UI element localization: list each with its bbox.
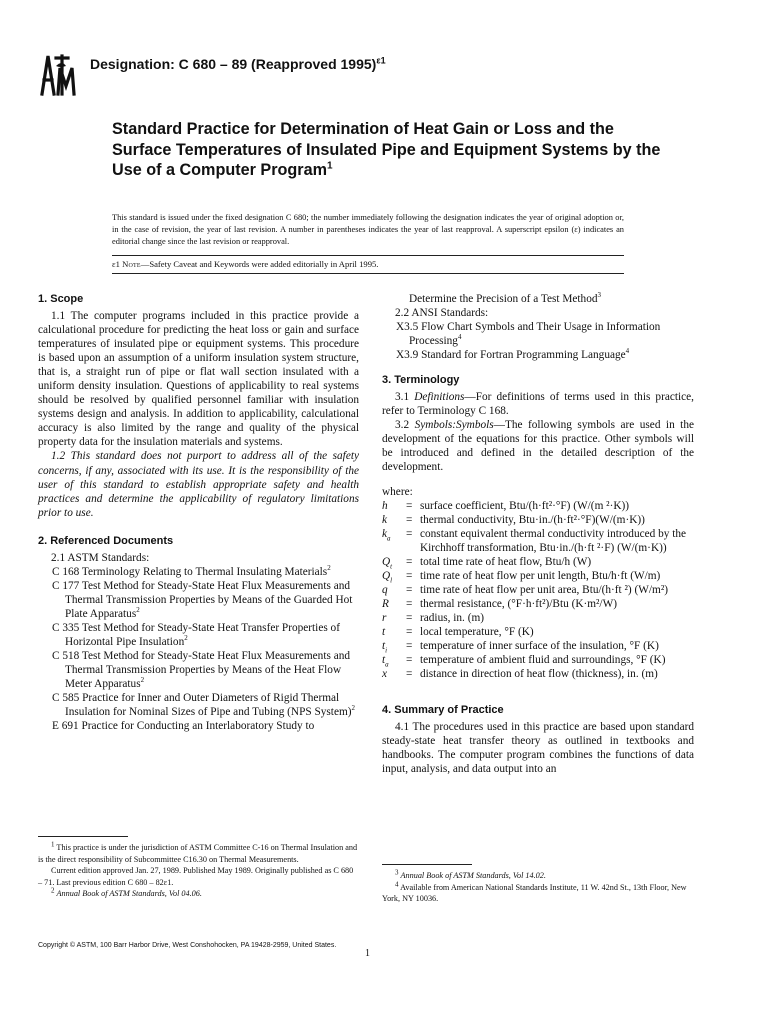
symbol-definition: thermal conductivity, Btu·in./(h·ft²·°F)(W/(m·K)) (420, 513, 645, 526)
section-heading-scope: 1. Scope (38, 293, 84, 305)
reference-item: X3.5 Flow Chart Symbols and Their Usage in Information Processing$^4$ (396, 321, 661, 348)
footnote-1: $^1$ This practice is under the jurisdiction of ASTM Committee C-16 on Thermal Insulation and is the direct responsibility of Subcommittee C16.30 on Thermal Measurements. (38, 840, 358, 864)
section-heading-summary: 4. Summary of Practice (382, 704, 504, 717)
right-column (382, 292, 694, 776)
document-title: Standard Practice for Determination of Heat Gain or Loss and the Surface Temperatures of Insulated Pipe and Equipment Systems by the Use of a Computer Program$^1$ (112, 120, 661, 179)
symbol-row (382, 555, 694, 569)
reference-item: C 585 Practice for Inner and Outer Diameters of Rigid Thermal Insulation for Nominal Sizes of Pipe and Tubing (NPS System)$^2$ (52, 692, 356, 719)
scope-paragraph-2: 1.2 This standard does not purport to address all of the safety concerns, if any, associated with its use. It is the responsibility of the user of this standard to establish appropriate safety and health practices and determine the applicability of regulatory limitations prior to use. (38, 450, 359, 519)
symbol-definition: local temperature, °F (K) (420, 625, 534, 638)
symbol-row (382, 667, 694, 681)
equals-sign: = (406, 625, 413, 638)
equals-sign: = (406, 583, 413, 596)
equals-sign: = (406, 513, 413, 526)
divider (112, 273, 624, 274)
reference-item-continued: Determine the Precision of a Test Method$^3$ (409, 291, 601, 305)
symbol: r (382, 611, 387, 624)
footnotes-left (38, 842, 359, 900)
where-label: where: (382, 485, 413, 498)
section-heading-terminology: 3. Terminology (382, 374, 460, 387)
designation: Designation: C 680 – 89 (Reapproved 1995)$^{\varepsilon 1}$ (90, 55, 386, 72)
footnote-edition: Current edition approved Jan. 27, 1989. Published May 1989. Originally published as C 680 – 71. Last previous edition C 680 – 82ε1. (38, 866, 354, 887)
symbol: $t_a$ (382, 654, 389, 669)
divider (112, 255, 624, 256)
symbol-definition: time rate of heat flow per unit area, Btu/(h·ft ²) (W/m²) (420, 583, 668, 596)
equals-sign: = (406, 499, 413, 512)
symbol-definition: temperature of ambient fluid and surroundings, °F (K) (420, 654, 666, 667)
symbol-definition: temperature of inner surface of the insulation, °F (K) (420, 640, 659, 653)
symbol: q (382, 583, 388, 596)
symbol-definition: thermal resistance, (°F·h·ft²)/Btu (K·m²/W) (420, 597, 618, 610)
equals-sign: = (406, 640, 413, 653)
symbol: x (382, 668, 388, 681)
left-column (38, 292, 359, 733)
symbol-row (382, 583, 694, 597)
symbol: $Q_l$ (382, 569, 393, 585)
symbol: $t_i$ (382, 640, 388, 655)
summary-paragraph-1: 4.1 The procedures used in this practice are based upon standard steady-state heat transfer theory as outlined in textbooks and handbooks. The computer program combines the functions of data input, analysis, and data output into an (382, 721, 694, 776)
symbol-row (382, 653, 694, 667)
issue-statement: This standard is issued under the fixed designation C 680; the number immediately following the designation indicates the year of original adoption or, in the case of revision, the year of last revision. A number in parentheses indicates the year of last reapproval. A superscript epsilon (ε) indicates an editorial change since the last revision or reapproval. (112, 213, 624, 246)
symbol-row (382, 597, 694, 611)
symbol-row (382, 569, 694, 583)
astm-standards-list (38, 565, 359, 734)
symbol: $Q_t$ (382, 555, 393, 570)
reference-item: C 168 Terminology Relating to Thermal Insulating Materials$^2$ (52, 563, 331, 578)
symbol-definition: surface coefficient, Btu/(h·ft²·°F) (W/(m ²·K)) (420, 499, 630, 512)
symbol-row (382, 527, 694, 555)
ansi-standards-label: 2.2 ANSI Standards: (395, 307, 489, 320)
ansi-standards-list (382, 320, 694, 362)
symbol: h (382, 499, 388, 512)
symbol-row (382, 611, 694, 625)
equals-sign: = (406, 668, 413, 681)
scope-paragraph-1: 1.1 The computer programs included in this practice provide a calculational procedure for predicting the heat loss or gain and surface temperatures of insulated pipe or equipment systems. This procedure is based upon an assumption of a uniform insulation system structure, that is, a straight run of pipe or flat wall section insulated with a uniform density insulation. Questions of applicability to real systems should be resolved by qualified personnel familiar with insulation systems design and analysis. In addition to applicability, calculational accuracy is also limited by the range and quality of the physical property data for the insulation materials and systems. (38, 310, 359, 449)
reference-item: C 335 Test Method for Steady-State Heat Transfer Properties of Horizontal Pipe Insulation$^2$ (52, 621, 340, 648)
symbol-row (382, 625, 694, 639)
symbol: t (382, 625, 386, 638)
footnotes-right (382, 870, 694, 905)
symbol-row (382, 499, 694, 513)
footnote-2: $^2$ Annual Book of ASTM Standards, Vol 04.06. (51, 886, 202, 898)
symbol-definition: time rate of heat flow per unit length, Btu/h·ft (W/m) (420, 569, 661, 582)
symbol-definition: total time rate of heat flow, Btu/h (W) (420, 555, 592, 568)
equals-sign: = (406, 654, 413, 667)
symbol-definition: distance in direction of heat flow (thickness), in. (m) (420, 668, 658, 681)
reference-item-text: E 691 Practice for Conducting an Interlaboratory Study to (52, 720, 315, 733)
symbol: k (382, 513, 388, 526)
footnote-rule (382, 864, 472, 865)
reference-item: X3.9 Standard for Fortran Programming Language$^4$ (396, 347, 630, 362)
footnote-3: $^3$ Annual Book of ASTM Standards, Vol 14.02. (395, 868, 546, 880)
footnote-rule (38, 836, 128, 837)
symbol-definition: radius, in. (m) (420, 611, 485, 624)
equals-sign: = (406, 611, 413, 624)
symbol-row (382, 639, 694, 653)
symbol: $k_a$ (382, 527, 391, 542)
astm-standards-list-continued (382, 292, 694, 306)
equals-sign: = (406, 527, 413, 540)
reference-item: C 177 Test Method for Steady-State Heat Flux Measurements and Thermal Transmission Properties by Means of the Guarded Hot Plate Apparatus$^2$ (52, 579, 353, 620)
reference-item: C 518 Test Method for Steady-State Heat Flux Measurements and Thermal Transmission Properties by Means of the Heat Flow Meter Apparatus$^2$ (52, 650, 350, 691)
equals-sign: = (406, 569, 413, 582)
terminology-paragraph-1: 3.1 Definitions—For definitions of terms used in this practice, refer to Terminology C 168. (382, 391, 694, 418)
astm-standards-label: 2.1 ASTM Standards: (51, 551, 150, 564)
symbol-definition: constant equivalent thermal conductivity introduced by the Kirchhoff transformation, Btu·in./(h·ft ²·F) (W/(m·K)) (420, 527, 687, 554)
page-number: 1 (365, 948, 370, 959)
footnote-4: $^4$ Available from American National Standards Institute, 11 W. 42nd St., 13th Floor, New York, NY 10036. (382, 879, 687, 903)
copyright-line: Copyright © ASTM, 100 Barr Harbor Drive, West Conshohocken, PA 19428-2959, United States. (38, 942, 337, 949)
symbol-row (382, 513, 694, 527)
astm-logo (38, 50, 78, 98)
equals-sign: = (406, 555, 413, 568)
editorial-note: ε1 Note—Safety Caveat and Keywords were added editorially in April 1995. (112, 259, 379, 269)
section-heading-referenced-documents: 2. Referenced Documents (38, 534, 174, 547)
symbol: R (382, 597, 389, 610)
reference-item (52, 719, 359, 733)
symbol-list (382, 499, 694, 682)
equals-sign: = (406, 597, 413, 610)
terminology-paragraph-2: 3.2 Symbols:Symbols—The following symbols are used in the development of the equations for this practice. Other symbols will be introduced and defined in the detailed description of the development. (382, 419, 694, 474)
